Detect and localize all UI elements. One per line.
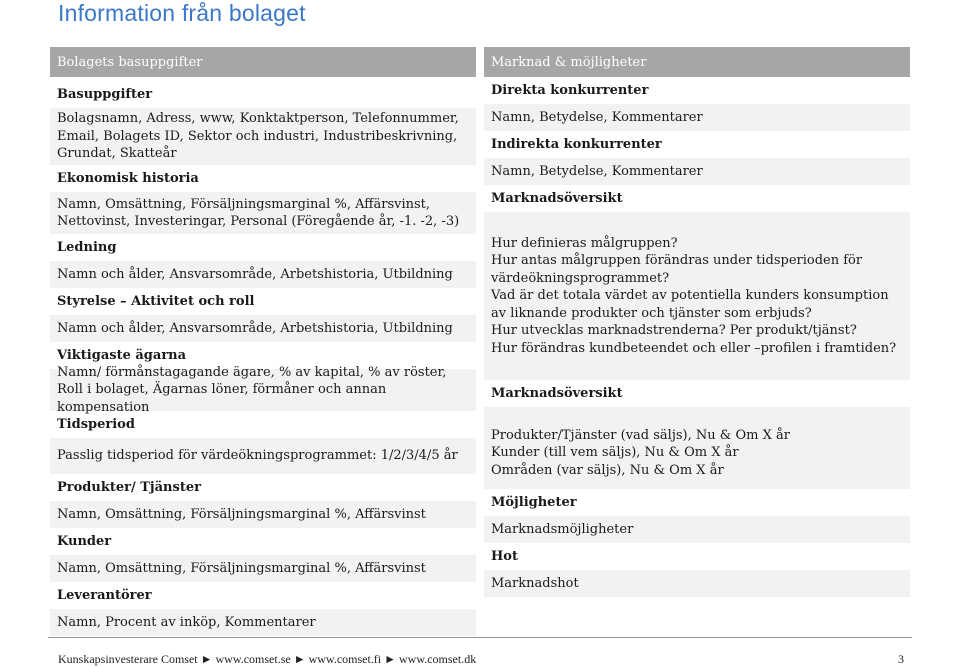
row-body: Namn och ålder, Ansvarsområde, Arbetshistoria, Utbildning bbox=[50, 315, 476, 342]
row-body: Namn, Betydelse, Kommentarer bbox=[484, 104, 910, 131]
row-heading: Produkter/ Tjänster bbox=[57, 479, 201, 495]
row-heading: Basuppgifter bbox=[57, 86, 153, 102]
overview-line: Kunder (till vem säljs), Nu & Om X år bbox=[491, 445, 739, 460]
row-heading: Ekonomisk historia bbox=[57, 170, 199, 186]
question-line: Hur förändras kundbeteendet och eller –profilen i framtiden? bbox=[491, 340, 897, 356]
row-heading: Styrelse – Aktivitet och roll bbox=[57, 293, 255, 309]
question-line: Hur definieras målgruppen? bbox=[491, 235, 678, 251]
row-body: Namn, Omsättning, Försäljningsmarginal %, Affärsvinst, Nettovinst, Investeringar, Personal (Föregående år, -1. -2, -3) bbox=[50, 192, 476, 234]
row-body: Marknadshot bbox=[484, 570, 910, 597]
overview-line: Produkter/Tjänster (vad säljs), Nu & Om X år bbox=[491, 427, 790, 443]
section-header: Bolagets basuppgifter bbox=[50, 47, 476, 77]
row-heading: Ledning bbox=[57, 239, 117, 255]
row-heading: Tidsperiod bbox=[57, 416, 135, 432]
row-heading: Direkta konkurrenter bbox=[491, 82, 649, 98]
question-line: Hur antas målgruppen förändras under tidsperioden för värdeökningsprogrammet? bbox=[491, 253, 863, 286]
market-section bbox=[484, 47, 910, 597]
question-line: Vad är det totala värdet av potentiella kunders konsumption av liknande produkter och tjänster som erbjuds? bbox=[491, 288, 889, 321]
row-body: Namn, Betydelse, Kommentarer bbox=[484, 158, 910, 185]
section-header: Marknad & möjligheter bbox=[484, 47, 910, 77]
row-body: Namn, Procent av inköp, Kommentarer bbox=[50, 609, 476, 636]
market-overview-list bbox=[484, 407, 910, 489]
page-title: Information från bolaget bbox=[58, 0, 306, 26]
overview-line: Områden (var säljs), Nu & Om X år bbox=[491, 462, 724, 478]
row-body: Namn och ålder, Ansvarsområde, Arbetshistoria, Utbildning bbox=[50, 261, 476, 288]
row-heading: Viktigaste ägarna bbox=[57, 347, 187, 363]
row-body: Namn, Omsättning, Försäljningsmarginal %, Affärsvinst bbox=[50, 555, 476, 582]
row-heading: Hot bbox=[491, 548, 518, 564]
row-body: Passlig tidsperiod för värdeökningsprogrammet: 1/2/3/4/5 år bbox=[50, 438, 476, 474]
row-heading: Marknadsöversikt bbox=[491, 385, 623, 401]
row-heading: Leverantörer bbox=[57, 587, 152, 603]
row-body: Namn, Omsättning, Försäljningsmarginal %, Affärsvinst bbox=[50, 501, 476, 528]
row-heading: Möjligheter bbox=[491, 494, 577, 510]
row-body: Bolagsnamn, Adress, www, Konktaktperson, Telefonnummer, Email, Bolagets ID, Sektor och industri, Industribeskrivning, Grundat, Skatteår bbox=[50, 108, 476, 165]
footer-divider bbox=[48, 637, 912, 638]
page-number: 3 bbox=[898, 652, 904, 666]
footer-text: Kunskapsinvesterare Comset ► www.comset.se ► www.comset.fi ► www.comset.dk bbox=[58, 652, 477, 666]
market-questions bbox=[484, 212, 910, 380]
row-body: Namn/ förmånstagagande ägare, % av kapital, % av röster, Roll i bolaget, Ägarnas löner, förmåner och annan kompensation bbox=[50, 369, 476, 411]
row-body: Marknadsmöjligheter bbox=[484, 516, 910, 543]
row-heading: Marknadsöversikt bbox=[491, 190, 623, 206]
row-heading: Indirekta konkurrenter bbox=[491, 136, 662, 152]
row-heading: Kunder bbox=[57, 533, 112, 549]
question-line: Hur utvecklas marknadstrenderna? Per produkt/tjänst? bbox=[491, 323, 857, 339]
company-basics-section bbox=[50, 47, 476, 636]
